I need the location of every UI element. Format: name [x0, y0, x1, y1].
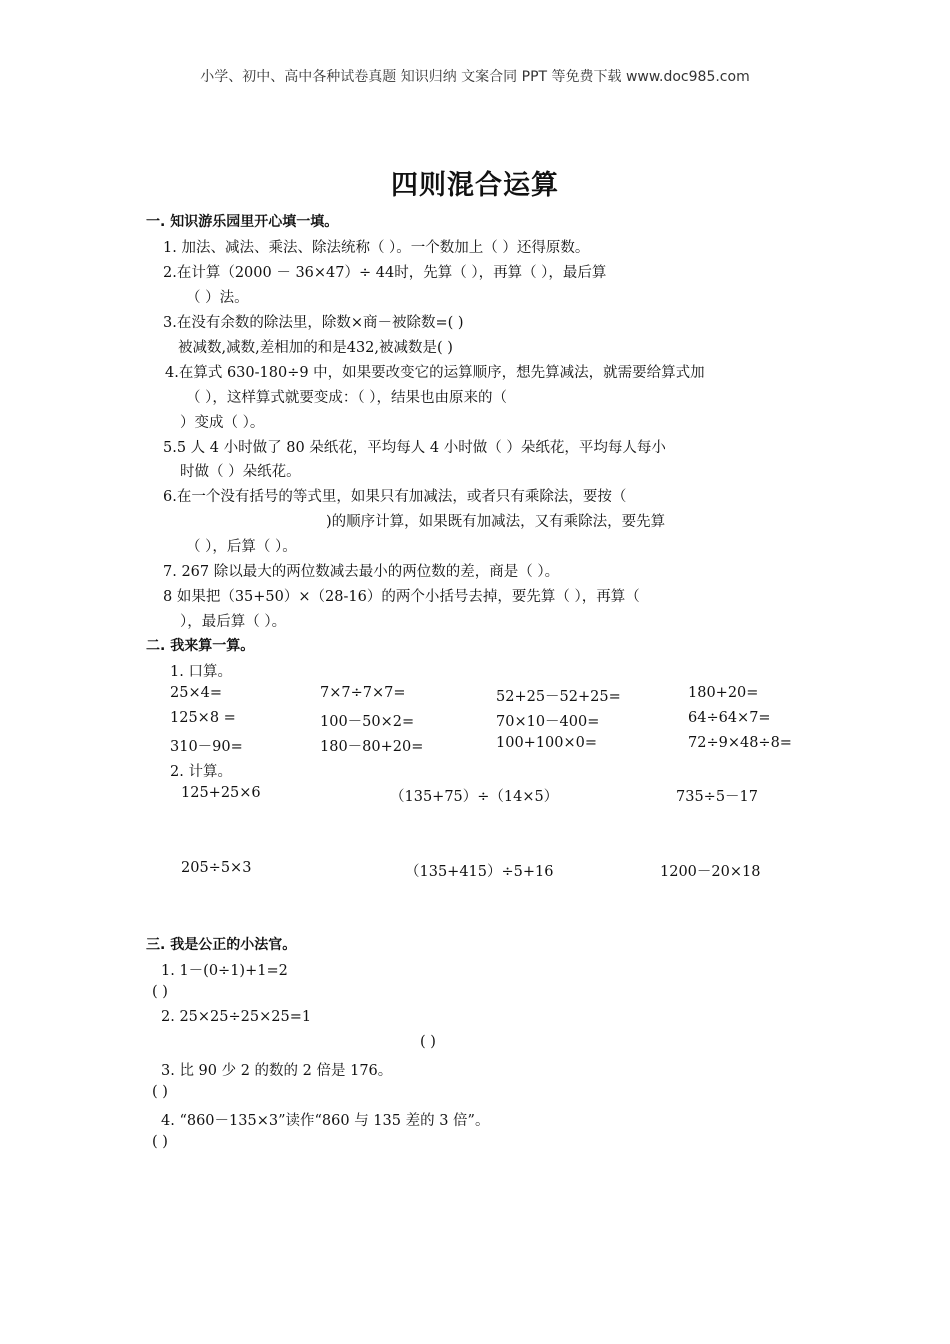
question-line: （ ）法。	[186, 290, 249, 306]
question-line: 5.5 人 4 小时做了 80 朵纸花，平均每人 4 小时做（ ）朵纸花，平均每人每小	[163, 440, 666, 456]
oral-problem: 100+100×0=	[496, 735, 598, 751]
judge-statement: 4. “860－135×3”读作“860 与 135 差的 3 倍”。	[161, 1113, 490, 1129]
calc-problem: （135+415）÷5+16	[405, 864, 554, 880]
question-line: 8 如果把（35+50）×（28-16）的两个小括号去掉，要先算（ ），再算（	[163, 589, 640, 605]
calc-problem: 125+25×6	[181, 785, 261, 801]
question-line: )的顺序计算，如果既有加减法，又有乘除法，要先算	[326, 514, 666, 530]
question-line: 时做（ ）朵纸花。	[180, 464, 301, 480]
oral-problem: 70×10－400=	[496, 714, 600, 730]
calc-problem: （135+75）÷（14×5）	[390, 789, 559, 805]
question-line: 1. 加法、减法、乘法、除法统称（ ）。一个数加上（ ）还得原数。	[163, 240, 590, 256]
question-line: 4.在算式 630-180÷9 中，如果要改变它的运算顺序，想先算减法，就需要给算式加	[165, 365, 705, 381]
judge-statement: 1. 1－(0÷1)+1=2	[161, 963, 288, 979]
question-line: 2.在计算（2000 － 36×47）÷ 44时，先算（ ），再算（ ），最后算	[163, 265, 607, 281]
oral-problem: 310－90=	[170, 739, 243, 755]
section-1-heading: 一. 知识游乐园里开心填一填。	[146, 214, 339, 230]
question-line: 7. 267 除以最大的两位数减去最小的两位数的差，商是（ ）。	[163, 564, 560, 580]
judge-answer-blank: ( )	[152, 1134, 168, 1150]
oral-problem: 7×7÷7×7=	[320, 685, 406, 701]
judge-answer-blank: ( )	[152, 984, 168, 1000]
oral-problem: 100－50×2=	[320, 714, 415, 730]
question-line: 被减数,减数,差相加的和是432,被减数是( )	[178, 340, 453, 356]
oral-problem: 72÷9×48÷8=	[688, 735, 792, 751]
page-title: 四则混合运算	[391, 170, 559, 201]
question-line: （ ），后算（ ）。	[186, 539, 297, 555]
oral-problem: 52+25－52+25=	[496, 689, 621, 705]
judge-answer-blank: ( )	[420, 1034, 436, 1050]
oral-problem: 180－80+20=	[320, 739, 424, 755]
section-2-heading: 二. 我来算一算。	[146, 638, 255, 654]
oral-problem: 180+20=	[688, 685, 759, 701]
oral-problem: 25×4=	[170, 685, 222, 701]
judge-statement: 3. 比 90 少 2 的数的 2 倍是 176。	[161, 1063, 393, 1079]
question-line: ）变成（ ）。	[180, 415, 265, 431]
calc-problem: 1200－20×18	[660, 864, 761, 880]
calc-problem: 205÷5×3	[181, 860, 252, 876]
judge-statement: 2. 25×25÷25×25=1	[161, 1009, 312, 1025]
question-line: 6.在一个没有括号的等式里，如果只有加减法，或者只有乘除法，要按（	[163, 489, 627, 505]
oral-problem: 125×8 =	[170, 710, 236, 726]
question-line: ），最后算（ ）。	[180, 614, 287, 630]
oral-calc-label: 1. 口算。	[170, 664, 232, 680]
page-header: 小学、初中、高中各种试卷真题 知识归纳 文案合同 PPT 等免费下载 www.doc985.com	[200, 69, 750, 85]
calc-label: 2. 计算。	[170, 764, 232, 780]
question-line: 3.在没有余数的除法里，除数×商－被除数=( )	[163, 315, 464, 331]
calc-problem: 735÷5－17	[676, 789, 759, 805]
oral-problem: 64÷64×7=	[688, 710, 771, 726]
question-line: （ ），这样算式就要变成：（ ），结果也由原来的（	[186, 390, 507, 406]
judge-answer-blank: ( )	[152, 1084, 168, 1100]
section-3-heading: 三. 我是公正的小法官。	[146, 937, 297, 953]
